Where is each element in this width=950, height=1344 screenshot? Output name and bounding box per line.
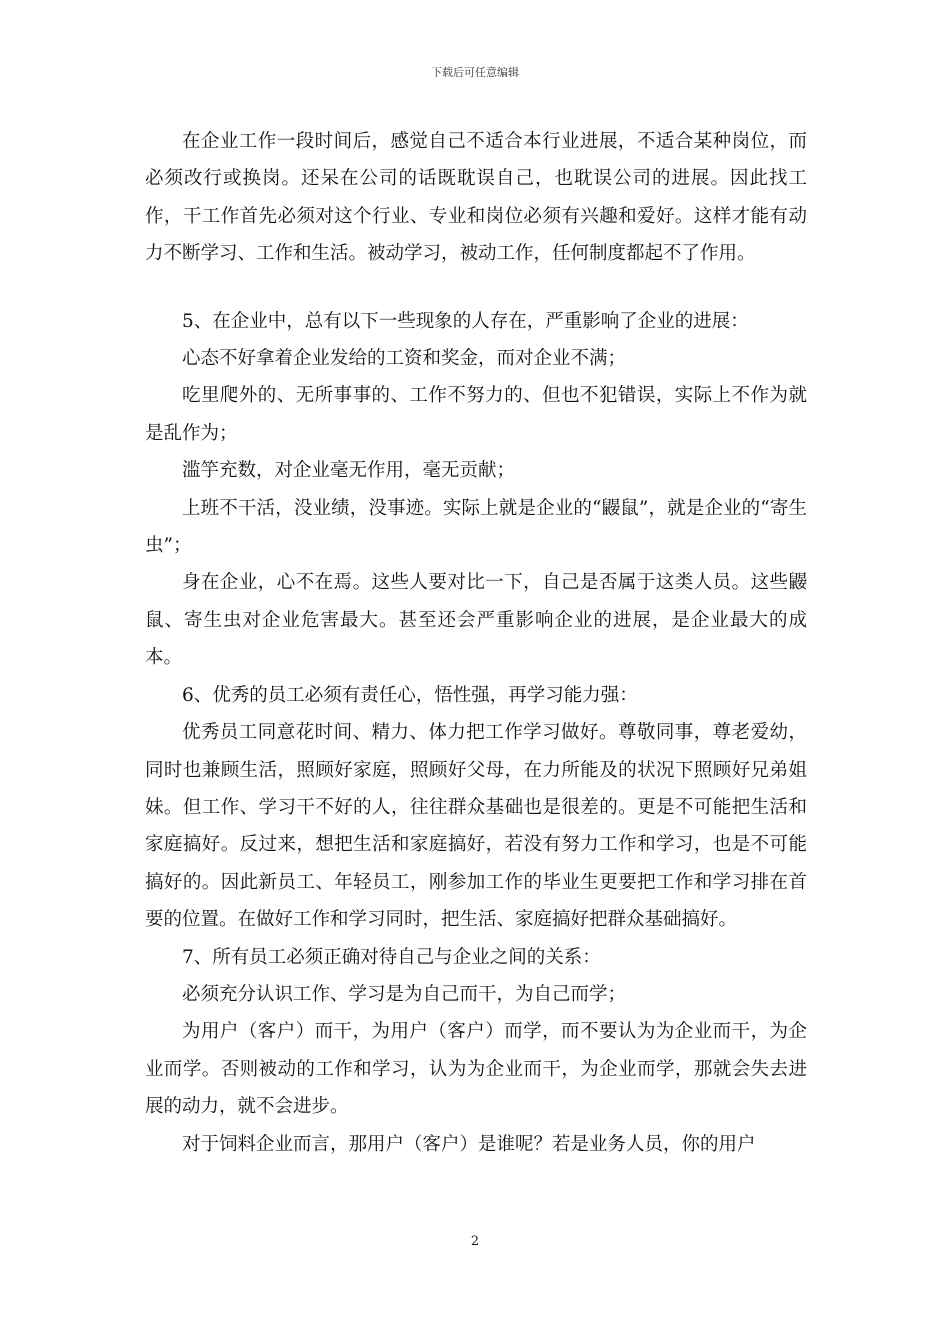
- paragraph-excellent-staff: 优秀员工同意花时间、精力、体力把工作学习做好。尊敬同事，尊老爱幼，同时也兼顾生活，照顾好家庭，照顾好父母，在力所能及的状况下照顾好兄弟姐妹。但工作、学习干不好的人，往往群众基础也是很差的。更是不可能把生活和家庭搞好。反过来，想把生活和家庭搞好，若没有努力工作和学习，也是不可能搞好的。因此新员工、年轻员工，刚参加工作的毕业生更要把工作和学习排在首要的位置。在做好工作和学习同时，把生活、家庭搞好把群众基础搞好。: [145, 722, 807, 931]
- page-header: 下载后可任意编辑: [431, 66, 519, 79]
- paragraph-section-6-heading: 6、优秀的员工必须有责任心，悟性强，再学习能力强：: [182, 684, 638, 706]
- paragraph-parasite: 上班不干活，没业绩，没事迹。实际上就是企业的“鼹鼠”，就是企业的“寄生虫”；: [145, 497, 807, 557]
- paragraph-feed-enterprise: 对于饲料企业而言，那用户（客户）是谁呢？若是业务人员，你的用户: [182, 1133, 756, 1155]
- paragraph-work-for-self: 必须充分认识工作、学习是为自己而干，为自己而学；: [182, 983, 627, 1005]
- paragraph-attitude: 心态不好拿着企业发给的工资和奖金，而对企业不满；: [182, 348, 627, 370]
- paragraph-gap: [145, 273, 807, 303]
- paragraph-intro: 在企业工作一段时间后，感觉自己不适合本行业进展，不适合某种岗位，而必须改行或换岗。还呆在公司的话既耽误自己，也耽误公司的进展。因此找工作，干工作首先必须对这个行业、专业和岗位必须有兴趣和爱好。这样才能有动力不断学习、工作和生活。被动学习，被动工作，任何制度都起不了作用。: [145, 131, 807, 265]
- paragraph-section-7-heading: 7、所有员工必须正确对待自己与企业之间的关系：: [182, 946, 601, 968]
- paragraph-section-5-heading: 5、在企业中，总有以下一些现象的人存在，严重影响了企业的进展：: [182, 310, 749, 332]
- page-number: 2: [470, 1234, 480, 1249]
- paragraph-filler: 滥竽充数，对企业毫无作用，毫无贡献；: [182, 460, 516, 482]
- paragraph-work-for-customer: 为用户（客户）而干，为用户（客户）而学，而不要认为为企业而干，为企业而学。否则被动的工作和学习，认为为企业而干，为企业而学，那就会失去进展的动力，就不会进步。: [145, 1021, 807, 1118]
- paragraph-absent-mind: 身在企业，心不在焉。这些人要对比一下，自己是否属于这类人员。这些鼹鼠、寄生虫对企业危害最大。甚至还会严重影响企业的进展，是企业最大的成本。: [145, 572, 807, 669]
- paragraph-inaction: 吃里爬外的、无所事事的、工作不努力的、但也不犯错误，实际上不作为就是乱作为；: [145, 385, 807, 444]
- document-body: [145, 123, 807, 1163]
